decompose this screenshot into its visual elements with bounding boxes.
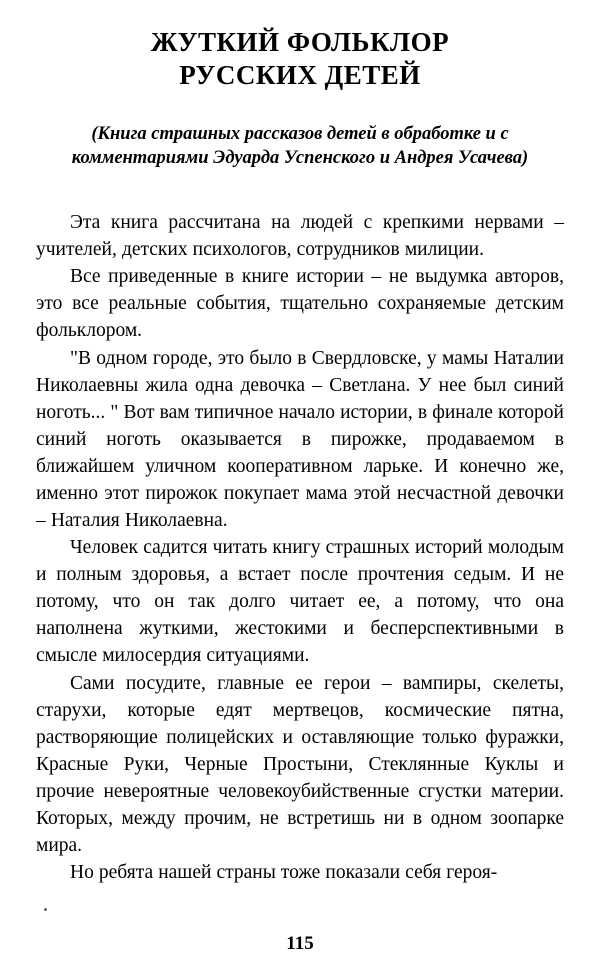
paragraph: "В одном городе, это было в Свердловске, у мамы Наталии Николаевны жила одна девочка – Светлана. У нее был синий ноготь... " Вот вам типичное начало истории, в финале которой синий ноготь оказывается в пирожке, продаваемом в ближайшем уличном кооперативном ларьке. И конечно же, именно этот пирожок покупает мама этой несчастной девочки – Наталия Николаевна. — [36, 347, 564, 531]
subtitle-line-2: комментариями Эдуарда Успенского и Андрея Усачева) — [71, 148, 529, 169]
page-subtitle — [36, 122, 564, 171]
paragraph: Человек садится читать книгу страшных историй молодым и полным здоровья, а встает после прочтения седым. И не потому, что он так долго читает ее, а потому, что она наполнена жуткими, жестокими и бесперспективными в смысле милосердия ситуациями. — [36, 537, 564, 667]
page-speck — [44, 908, 47, 911]
page-title — [36, 26, 564, 92]
subtitle-line-1: (Книга страшных рассказов детей в обработке и с — [91, 123, 509, 144]
title-line-2: РУССКИХ ДЕТЕЙ — [179, 59, 421, 90]
paragraph: Эта книга рассчитана на людей с крепкими нервами – учителей, детских психологов, сотрудников милиции. — [36, 211, 564, 260]
paragraph: Сами посудите, главные ее герои – вампиры, скелеты, старухи, которые едят мертвецов, космические пятна, растворяющие полицейских и оставляющие только фуражки, Красные Руки, Черные Простыни, Стеклянные Куклы и прочие невероятные человекоубийственные сгустки материи. Которых, между прочим, не встретишь ни в одном зоопарке мира. — [36, 672, 564, 856]
paragraph: Все приведенные в книге истории – не выдумка авторов, это все реальные события, тщательно сохраняемые детским фольклором. — [36, 266, 564, 342]
page-number: 115 — [286, 933, 314, 954]
body-text — [36, 209, 564, 887]
paragraph: Но ребята нашей страны тоже показали себя героя- — [70, 862, 498, 884]
title-line-1: ЖУТКИЙ ФОЛЬКЛОР — [150, 27, 450, 57]
